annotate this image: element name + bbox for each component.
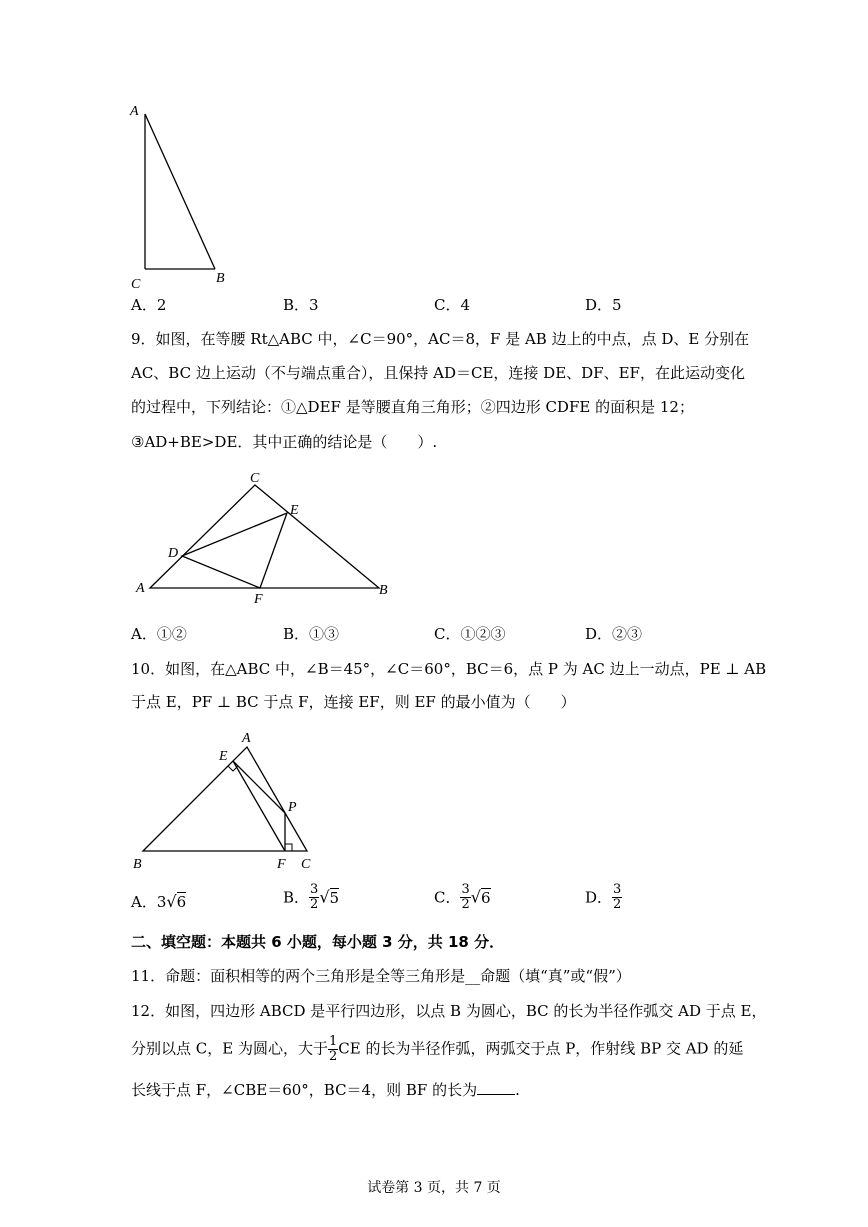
q9-line-1: 9．如图，在等腰 Rt△ABC 中，∠C＝90°，AC＝8，F 是 AB 边上的中点，点 D、E 分别在 (131, 330, 750, 348)
q9-label-e: E (290, 503, 299, 518)
q10-label-b: B (133, 857, 142, 872)
q9-option-c: C．①②③ (434, 625, 506, 643)
q10-label-p: P (288, 800, 297, 815)
q10-option-b-fraction: $\frac{3}{2}$ (310, 882, 319, 912)
q9-label-d: D (168, 546, 179, 561)
q8-option-a: A．2 (131, 296, 167, 314)
q10-triangle-figure (125, 722, 335, 877)
q10-option-a-coef: 3 (156, 893, 167, 911)
q10-option-d-fraction: $\frac{3}{2}$ (613, 882, 622, 912)
q10-option-c-fraction: $\frac{3}{2}$ (461, 882, 470, 912)
q9-line-3: 的过程中，下列结论：①△DEF 是等腰直角三角形；②四边形 CDFE 的面积是 12； (131, 398, 694, 416)
q10-line-2: 于点 E，PF ⊥ BC 于点 F，连接 EF，则 EF 的最小值为（ ） (131, 693, 576, 711)
q9-triangle-figure (120, 460, 410, 610)
q12-line-1: 12．如图，四边形 ABCD 是平行四边形，以点 B 为圆心，BC 的长为半径作弧交 AD 于点 E， (131, 1002, 767, 1020)
q10-label-f: F (277, 857, 286, 872)
q10-label-c: C (301, 857, 311, 872)
q12-answer-blank[interactable] (477, 1080, 515, 1095)
q9-option-d: D．②③ (585, 625, 643, 643)
q10-label-e: E (219, 749, 228, 764)
q8-label-a: A (130, 104, 139, 119)
q10-option-c: C． $\frac{3}{2}$ √6 (434, 882, 491, 912)
q8-label-c: C (131, 277, 141, 292)
page-footer: 试卷第 3 页，共 7 页 (367, 1180, 501, 1196)
q10-line-1: 10．如图，在△ABC 中，∠B＝45°，∠C＝60°，BC＝6，点 P 为 AC 边上一动点，PE ⊥ AB (131, 660, 767, 678)
q9-label-b: B (379, 583, 388, 598)
q12-half-fraction: $\frac{1}{2}$ (328, 1034, 338, 1064)
q11-text: 11．命题：面积相等的两个三角形是全等三角形是__命题（填“真”或“假”） (131, 967, 631, 985)
q8-option-c: C．4 (434, 296, 471, 314)
q9-option-b: B．①③ (283, 625, 340, 643)
q9-label-c: C (250, 471, 260, 486)
q8-label-b: B (216, 271, 225, 286)
q9-label-a: A (136, 581, 145, 596)
q12-line-3: 长线于点 F，∠CBE＝60°，BC＝4，则 BF 的长为 . (131, 1081, 520, 1099)
q10-label-a: A (242, 731, 251, 746)
q8-triangle-figure (120, 95, 250, 295)
q10-option-a: A．3√6 (131, 892, 187, 911)
sqrt-sign-icon: √ (470, 887, 481, 907)
q8-option-b: B．3 (283, 296, 319, 314)
q10-option-d: D． $\frac{3}{2}$ (585, 882, 622, 912)
q8-option-d: D．5 (585, 296, 622, 314)
q9-line-2: AC、BC 边上运动（不与端点重合），且保持 AD＝CE，连接 DE、DF、EF，在此运动变化 (131, 364, 745, 382)
sqrt-sign-icon: √ (166, 892, 177, 911)
q9-line-4: ③AD+BE>DE．其中正确的结论是（ ）. (131, 433, 438, 451)
q12-line-2: 分别以点 C，E 为圆心，大于 $\frac{1}{2}$ CE 的长为半径作弧，两弧交于点 P，作射线 BP 交 AD 的延 (131, 1034, 744, 1064)
q10-option-b: B． $\frac{3}{2}$ √5 (283, 882, 340, 912)
q9-option-a: A．①② (131, 625, 187, 643)
section-2-heading: 二、填空题：本题共 6 小题，每小题 3 分，共 18 分． (131, 933, 505, 951)
q9-label-f: F (254, 592, 263, 607)
sqrt-sign-icon: √ (319, 887, 330, 907)
